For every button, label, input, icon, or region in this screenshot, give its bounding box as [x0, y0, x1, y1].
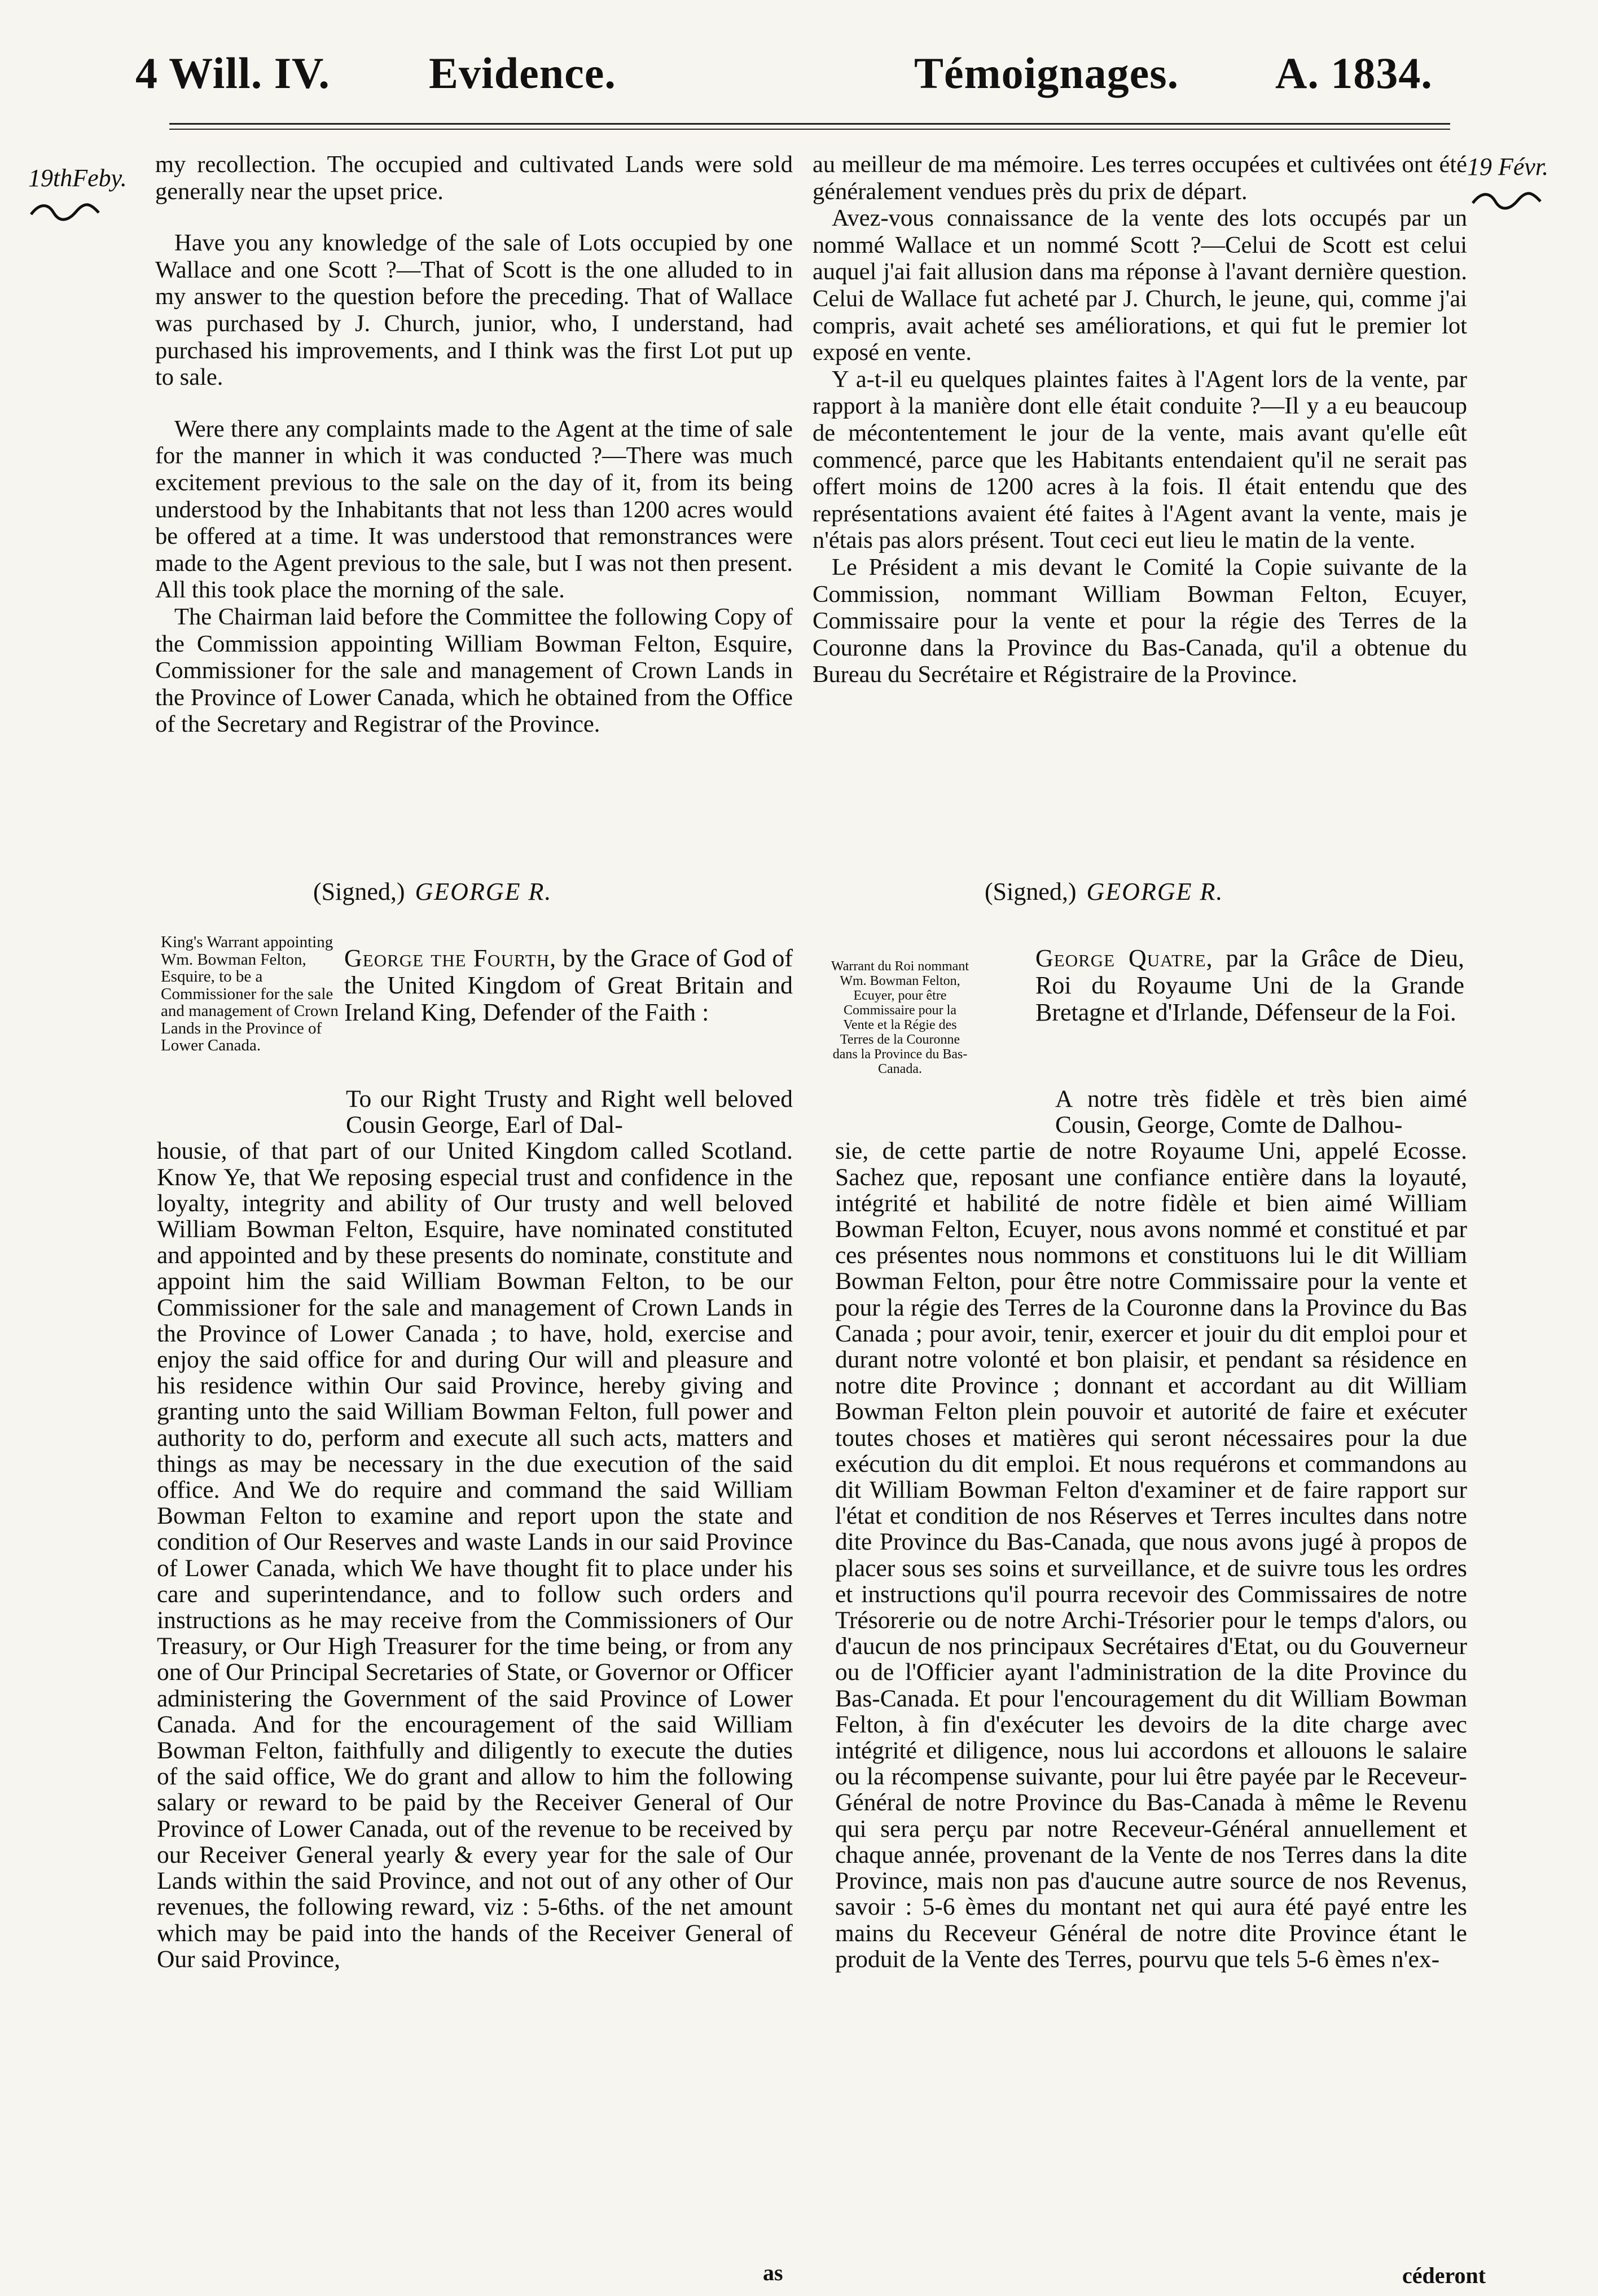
warrant-text: housie, of that part of our United Kingdom called Scotland. Know Ye, that We reposing especial trust and confidence in the loyalty, integrity and ability of Our trusty and well beloved William Bowman Felton, Esquire, have nominated constituted and appointed and by these presents do nominate, constitute and appoint him the said William Bowman Felton, to be our Commissioner for the sale and management of Crown Lands in the Province of Lower Canada ; to have, hold, exercise and enjoy the said office for and during Our will and pleasure and his residence within Our said Province, hereby giving and granting unto the said William Bowman Felton, full power and authority to do, perform and execute all such acts, matters and things as may be necessary in the due execution of the said office. And We do require and command the said William Bowman Felton to examine and report upon the state and condition of Our Reserves and waste Lands in our said Province of Lower Canada, which We have thought fit to place under his care and superintendance, and to follow such orders and instructions as he may receive from the Commissioners of Our Treasury, or Our High Treasurer for the time being, or from any one of Our Principal Secretaries of State, or Governor or Officer administering the Government of the said Province of Lower Canada. And for the encouragement of the said William Bowman Felton, faithfully and diligently to execute the duties of the said office, We do grant and allow to him the following salary or reward to be paid by the Receiver General of Our Province of Lower Canada, out of the revenue to be received by our Receiver General yearly & every year for the sale of Our Lands within the said Province, and not out of any other of Our revenues, the following reward, viz : 5-6ths. of the net amount which may be paid into the hands of the Receiver General of Our said Province,	[157, 1137, 793, 1973]
signed-name: GEORGE R.	[1086, 878, 1224, 905]
margin-date-english: 19thFeby.	[28, 164, 127, 192]
header-rule-thin	[169, 129, 1450, 130]
year-label: A. 1834.	[1275, 49, 1433, 98]
english-paragraph: The Chairman laid before the Committee the following Copy of the Commission appointing William Bowman Felton, Esquire, Commissioner for the sale and management of Crown Lands in the Province of Lower Canada, which he obtained from the Office of the Secretary and Registrar of the Province.	[155, 603, 793, 738]
page-header	[135, 48, 1461, 121]
regnal-year: 4 Will. IV.	[135, 49, 330, 98]
flourish-ornament-icon	[1470, 189, 1543, 212]
signed-label: (Signed,)	[313, 878, 405, 905]
warrant-salutation: To our Right Trusty and Right well beloved Cousin George, Earl of Dal-	[346, 1085, 793, 1139]
french-paragraph: Le Président a mis devant le Comité la Copie suivante de la Commission, nommant William Bowman Felton, Ecuyer, Commissaire pour la vente et pour la régie des Terres de la Couronne dans la Province du Bas-Canada, qu'il a obtenue du Bureau du Secrétaire et Régistraire de la Province.	[813, 553, 1467, 688]
french-paragraph: Y a-t-il eu quelques plaintes faites à l'Agent lors de la vente, par rapport à la manière dont elle était conduite ?—Il y a eu beaucoup de mécontentement le jour de la vente, mais avant qu'elle eût commencé, parce que les Habitants entendaient qu'il ne serait pas offert moins de 1200 acres à la fois. Il était entendu que des représentations avaient été faites à l'Agent avant la vente, mais je n'étais pas alors présent. Tout ceci eut lieu le matin de la vente.	[813, 366, 1467, 554]
warrant-body-english	[157, 1086, 793, 1972]
french-paragraph: Avez-vous connaissance de la vente des lots occupés par un nommé Wallace et un nommé Scott ?—Celui de Scott est celui auquel j'ai fait allusion dans ma réponse à l'avant dernière question. Celui de Wallace fut acheté par J. Church, le jeune, qui, comme j'ai compris, avait acheté ses améliorations, et qui fut le premier lot exposé en vente.	[813, 205, 1467, 366]
warrant-title: par la Grâce de Dieu, Roi du Royaume Uni de la Grande Bretagne et d'Irlande, Défenseur de la Foi.	[1035, 944, 1464, 1026]
header-rule	[169, 123, 1450, 125]
french-column	[813, 151, 1467, 688]
signature-french	[985, 877, 1223, 906]
margin-date-french: 19 Févr.	[1467, 153, 1549, 181]
flourish-ornament-icon	[28, 200, 102, 223]
signature-english	[313, 877, 552, 906]
catchword-english: as	[763, 2260, 783, 2285]
king-name: George the Fourth,	[344, 944, 557, 972]
warrant-text: sie, de cette partie de notre Royaume Uni, appelé Ecosse. Sachez que, reposant une confiance entière dans la loyauté, intégrité et habilité de notre fidèle et bien aimé William Bowman Felton, Ecuyer, nous avons nommé et constitué et par ces présentes nous nommons et constituons lui le dit William Bowman Felton, pour être notre Commissaire pour la vente et pour la régie des Terres de la Couronne dans la Province du Bas Canada ; pour avoir, tenir, exercer et jouir du dit emploi pour et durant notre volonté et bon plaisir, et pendant sa résidence en notre dite Province ; donnant et accordant au dit William Bowman Felton plein pouvoir et autorité de faire et exécuter toutes choses et matières qui seront nécessaires pour la due exécution du dit emploi. Et nous requérons et commandons au dit William Bowman Felton d'examiner et de faire rapport sur l'état et condition de nos Réserves et Terres incultes dans notre dite Province du Bas-Canada, que nous avons jugé à propos de placer sous ses soins et surveillance, et de suivre tous les ordres et instructions qu'il pourra recevoir des Commissaires de notre Trésorerie ou de notre Archi-Trésorier pour le temps d'alors, ou d'aucun de nos principaux Secrétaires d'Etat, ou du Gouverneur ou de l'Officier ayant l'administration de la dite Province du Bas-Canada. Et pour l'encouragement du dit William Bowman Felton, à fin d'exécuter les devoirs de la dite charge avec intégrité et diligence, nous lui accordons et allouons le salaire ou la récompense suivante, pour lui être payée par le Receveur-Général de notre Province du Bas-Canada à même le Revenu qui sera perçu par notre Receveur-Général annuellement et chaque année, provenant de la Vente de nos Terres dans la dite Province, mais non pas d'aucune autre source de nos Revenus, savoir : 5-6 èmes du montant net qui aura été payé entre les mains du Receveur Général de notre dite Province étant le produit de la Vente des Terres, pourvu que tels 5-6 èmes n'ex-	[835, 1137, 1467, 1973]
king-name: George Quatre,	[1035, 944, 1213, 972]
section-title-english: Evidence.	[429, 49, 616, 98]
french-paragraph: au meilleur de ma mémoire. Les terres occupées et cultivées ont été généralement vendues près du prix de départ.	[813, 151, 1467, 205]
warrant-title: by the Grace of God of the United Kingdom of Great Britain and Ireland King, Defender of the Faith :	[344, 944, 793, 1026]
section-title-french: Témoignages.	[914, 49, 1179, 98]
sidenote-english: King's Warrant appointing Wm. Bowman Felton, Esquire, to be a Commissioner for the sale and management of Crown Lands in the Province of Lower Canada.	[161, 933, 339, 1054]
english-paragraph: my recollection. The occupied and cultivated Lands were sold generally near the upset price.	[155, 151, 793, 205]
signed-name: GEORGE R.	[415, 878, 552, 905]
sidenote-french: Warrant du Roi nommant Wm. Bowman Felton, Ecuyer, pour être Commissaire pour la Vente et la Régie des Terres de la Couronne dans la Province du Bas-Canada.	[831, 959, 969, 1076]
english-paragraph: Were there any complaints made to the Agent at the time of sale for the manner in which it was conducted ?—There was much excitement previous to the sale on the day of it, from its being understood by the Inhabitants that not less than 1200 acres would be offered at a time. It was understood that remonstrances were made to the Agent previous to the sale, but I was not then present. All this took place the morning of the sale.	[155, 415, 793, 604]
catchword-french: céderont	[1402, 2263, 1486, 2288]
warrant-body-french	[835, 1086, 1467, 1972]
warrant-heading-french	[1035, 945, 1464, 1026]
warrant-heading-english	[344, 945, 793, 1026]
signed-label: (Signed,)	[985, 878, 1077, 905]
english-paragraph: Have you any knowledge of the sale of Lots occupied by one Wallace and one Scott ?—That of Scott is the one alluded to in my answer to the question before the preceding. That of Wallace was purchased by J. Church, junior, who, I understand, had purchased his improvements, and I think was the first Lot put up to sale.	[155, 230, 793, 391]
english-column	[155, 151, 793, 738]
warrant-salutation: A notre très fidèle et très bien aimé Cousin, George, Comte de Dalhou-	[1055, 1085, 1467, 1139]
